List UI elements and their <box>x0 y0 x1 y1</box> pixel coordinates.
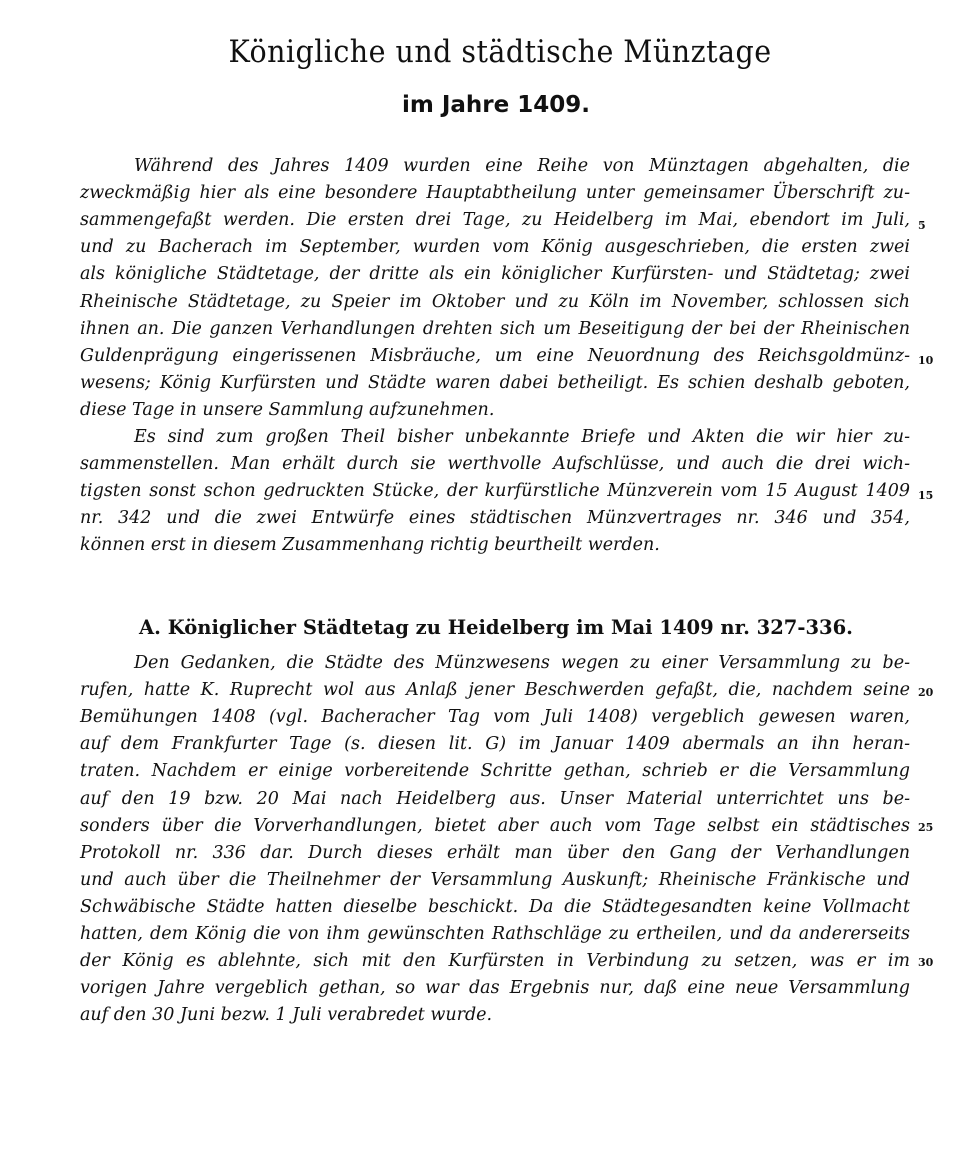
line-number: 15 <box>918 489 934 502</box>
section_a-line: auf den 30 Juni bezw. 1 Juli verabredet wurde. <box>80 1005 493 1026</box>
section_a-line: sonders über die Vorverhandlungen, bietet aber auch vom Tage selbst ein städtisches <box>80 815 910 836</box>
intro-line: sammengefaßt werden. Die ersten drei Tage, zu Heidelberg im Mai, ebendort im Juli, <box>80 210 910 231</box>
intro-line: ihnen an. Die ganzen Verhandlungen drehten sich um Beseitigung der bei der Rheinischen <box>80 318 910 339</box>
line-number: 10 <box>918 354 934 367</box>
intro-line: können erst in diesem Zusammenhang richtig beurtheilt werden. <box>80 535 660 556</box>
intro-line: wesens; König Kurfürsten und Städte waren dabei betheiligt. Es schien deshalb geboten, <box>80 372 910 393</box>
line-number: 30 <box>918 956 934 969</box>
section_a-line: traten. Nachdem er einige vorbereitende Schritte gethan, schrieb er die Versammlung <box>80 761 910 782</box>
intro-line: zweckmäßig hier als eine besondere Hauptabtheilung unter gemeinsamer Überschrift zu- <box>80 183 910 204</box>
intro-line: als königliche Städtetage, der dritte als ein königlicher Kurfürsten- und Städtetag; zwei <box>80 264 910 285</box>
page-title: Königliche und städtische Münztage <box>228 34 772 70</box>
section_a-line: Den Gedanken, die Städte des Münzwesens wegen zu einer Versammlung zu be- <box>134 653 910 673</box>
section_a-line: vorigen Jahre vergeblich gethan, so war das Ergebnis nur, daß eine neue Versammlung <box>80 978 910 999</box>
section_a-line: Schwäbische Städte hatten dieselbe beschickt. Da die Städtegesandten keine Vollmacht <box>80 896 910 917</box>
section_a-line: rufen, hatte K. Ruprecht wol aus Anlaß jener Beschwerden gefaßt, die, nachdem seine <box>80 680 910 701</box>
section_a-line: und auch über die Theilnehmer der Versammlung Auskunft; Rheinische Fränkische und <box>80 869 910 890</box>
intro-line: sammenstellen. Man erhält durch sie werthvolle Aufschlüsse, und auch die drei wich- <box>80 454 910 475</box>
line-number: 20 <box>918 686 934 699</box>
section_a-line: auf den 19 bzw. 20 Mai nach Heidelberg aus. Unser Material unterrichtet uns be- <box>80 788 910 809</box>
page-subtitle: im Jahre 1409. <box>401 92 590 118</box>
line-number: 5 <box>918 219 926 232</box>
intro-line: und zu Bacherach im September, wurden vom König ausgeschrieben, die ersten zwei <box>80 237 910 258</box>
section_a-line: hatten, dem König die von ihm gewünschten Rathschläge zu ertheilen, und da andererseits <box>80 924 910 944</box>
section-a-heading: A. Königlicher Städtetag zu Heidelberg im Mai 1409 nr. 327-336. <box>139 616 853 639</box>
intro-line: Es sind zum großen Theil bisher unbekannte Briefe und Akten die wir hier zu- <box>134 427 910 447</box>
section_a-line: Protokoll nr. 336 dar. Durch dieses erhält man über den Gang der Verhandlungen <box>80 842 910 863</box>
intro-line: Während des Jahres 1409 wurden eine Reihe von Münztagen abgehalten, die <box>134 156 910 176</box>
intro-line: diese Tage in unsere Sammlung aufzunehmen. <box>80 399 495 420</box>
section_a-line: Bemühungen 1408 (vgl. Bacheracher Tag vom Juli 1408) vergeblich gewesen waren, <box>80 707 910 728</box>
intro-line: tigsten sonst schon gedruckten Stücke, der kurfürstliche Münzverein vom 15 August 1409 <box>80 481 910 502</box>
intro-line: Rheinische Städtetage, zu Speier im Oktober und zu Köln im November, schlossen sich <box>80 291 910 312</box>
section_a-line: der König es ablehnte, sich mit den Kurfürsten in Verbindung zu setzen, was er im <box>80 951 910 972</box>
intro-line: nr. 342 und die zwei Entwürfe eines städtischen Münzvertrages nr. 346 und 354, <box>80 508 910 529</box>
intro-line: Guldenprägung eingerissenen Misbräuche, um eine Neuordnung des Reichsgoldmünz- <box>80 345 910 366</box>
line-number: 25 <box>918 821 934 834</box>
section_a-line: auf dem Frankfurter Tage (s. diesen lit. G) im Januar 1409 abermals an ihn heran- <box>80 734 910 755</box>
